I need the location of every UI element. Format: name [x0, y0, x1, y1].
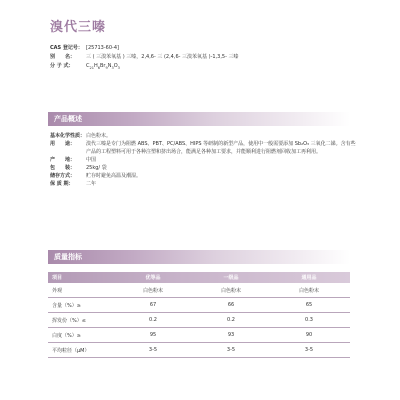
cas-label: CAS 登记号：	[50, 45, 83, 51]
table-cell: 65	[305, 302, 313, 308]
overview-label: 用 途：	[50, 141, 76, 147]
page-title: 溴代三嗪	[50, 20, 107, 35]
overview-label: 储存方式：	[50, 173, 76, 179]
formula-element: O	[113, 63, 118, 69]
formula-element: Br	[99, 63, 106, 69]
formula-subscript: 9	[105, 66, 108, 70]
table-row	[48, 283, 350, 298]
quality-table	[48, 272, 350, 358]
overview-row	[50, 132, 360, 140]
table-cell: 90	[305, 332, 313, 338]
overview-label: 包 装：	[50, 165, 76, 171]
cas-value: [25713-60-4]	[86, 45, 119, 51]
quality-heading: 质量指标	[54, 253, 82, 261]
overview-row	[50, 180, 360, 188]
formula-subscript: 21	[89, 66, 94, 70]
formula-subscript: 3	[117, 66, 120, 70]
formula-element: N	[107, 63, 112, 69]
table-cell: 93	[227, 332, 235, 338]
overview-heading-bar	[48, 112, 350, 126]
basic-info	[50, 44, 370, 73]
alias-label: 别 名：	[50, 54, 76, 60]
alias-row	[50, 53, 370, 62]
alias-value: 三 ( 三溴苯氧基 ) 三嗪，2,4,6- 三 (2,4,6- 三溴苯氧基 )-1,3,5- 三嗪	[86, 54, 239, 60]
table-header-row	[48, 272, 350, 283]
table-cell: 3-5	[304, 347, 314, 353]
overview-row	[50, 164, 360, 172]
table-header-cell: 一级品	[223, 275, 239, 281]
formula-label: 分 子 式：	[50, 63, 74, 69]
table-row	[48, 328, 350, 343]
overview-value: 白色粉末。	[86, 133, 112, 139]
formula-row	[50, 62, 370, 73]
table-header-cell: 通用品	[301, 275, 317, 281]
table-cell: 0.2	[149, 317, 157, 323]
table-cell: 平均粒径（μM）	[52, 347, 90, 354]
formula-value	[86, 62, 370, 73]
quality-heading-bar	[48, 250, 350, 264]
formula-subscript: 6	[97, 66, 100, 70]
overview-label: 产 地：	[50, 157, 76, 163]
table-cell: 白色粉末	[142, 287, 163, 294]
table-cell: 挥发份（%）≤	[52, 317, 86, 324]
table-row	[48, 298, 350, 313]
table-cell: 67	[149, 302, 157, 308]
table-cell: 白度（%）≥	[52, 332, 81, 339]
overview-value: 25kg/ 袋	[86, 165, 107, 171]
table-cell: 白色粉末	[298, 287, 319, 294]
table-cell: 95	[149, 332, 157, 338]
table-cell: 白色粉末	[220, 287, 241, 294]
formula-element: H	[93, 63, 98, 69]
overview-row	[50, 156, 360, 164]
overview-value: 贮存时避免高温及潮湿。	[86, 173, 142, 179]
table-row	[48, 343, 350, 358]
table-cell: 外观	[52, 287, 63, 294]
overview-label: 保 质 期：	[50, 181, 74, 187]
overview-row	[50, 172, 360, 180]
overview-heading: 产品概述	[54, 115, 82, 123]
table-cell: 含量（%）≥	[52, 302, 81, 309]
table-cell: 0.3	[305, 317, 313, 323]
overview-value: 二年	[86, 181, 97, 187]
overview-section	[50, 132, 360, 188]
formula-subscript: 3	[111, 66, 114, 70]
cas-row	[50, 44, 370, 53]
table-header-cell: 优等品	[145, 275, 161, 281]
formula-element: C	[86, 63, 90, 69]
overview-value: 溴代三嗪是专门为阻燃 ABS、PBT、PC/ABS、HIPS 等研制的新型产品，使用中一般需要添加 Sb₂O₃ 三氧化二锑。含有些产品的工程塑料可用于各种注塑和挤出场合，能满足各种加工要求，并能顺利进行阻燃剂回收加工再利用。	[86, 141, 356, 155]
table-cell: 0.2	[227, 317, 235, 323]
table-header-cell: 项目	[52, 275, 63, 281]
table-cell: 66	[227, 302, 235, 308]
overview-label: 基本化学性质：	[50, 133, 86, 139]
overview-value: 中国	[86, 157, 97, 163]
table-cell: 3-5	[226, 347, 236, 353]
table-cell: 3-5	[148, 347, 158, 353]
table-row	[48, 313, 350, 328]
overview-row	[50, 140, 360, 156]
